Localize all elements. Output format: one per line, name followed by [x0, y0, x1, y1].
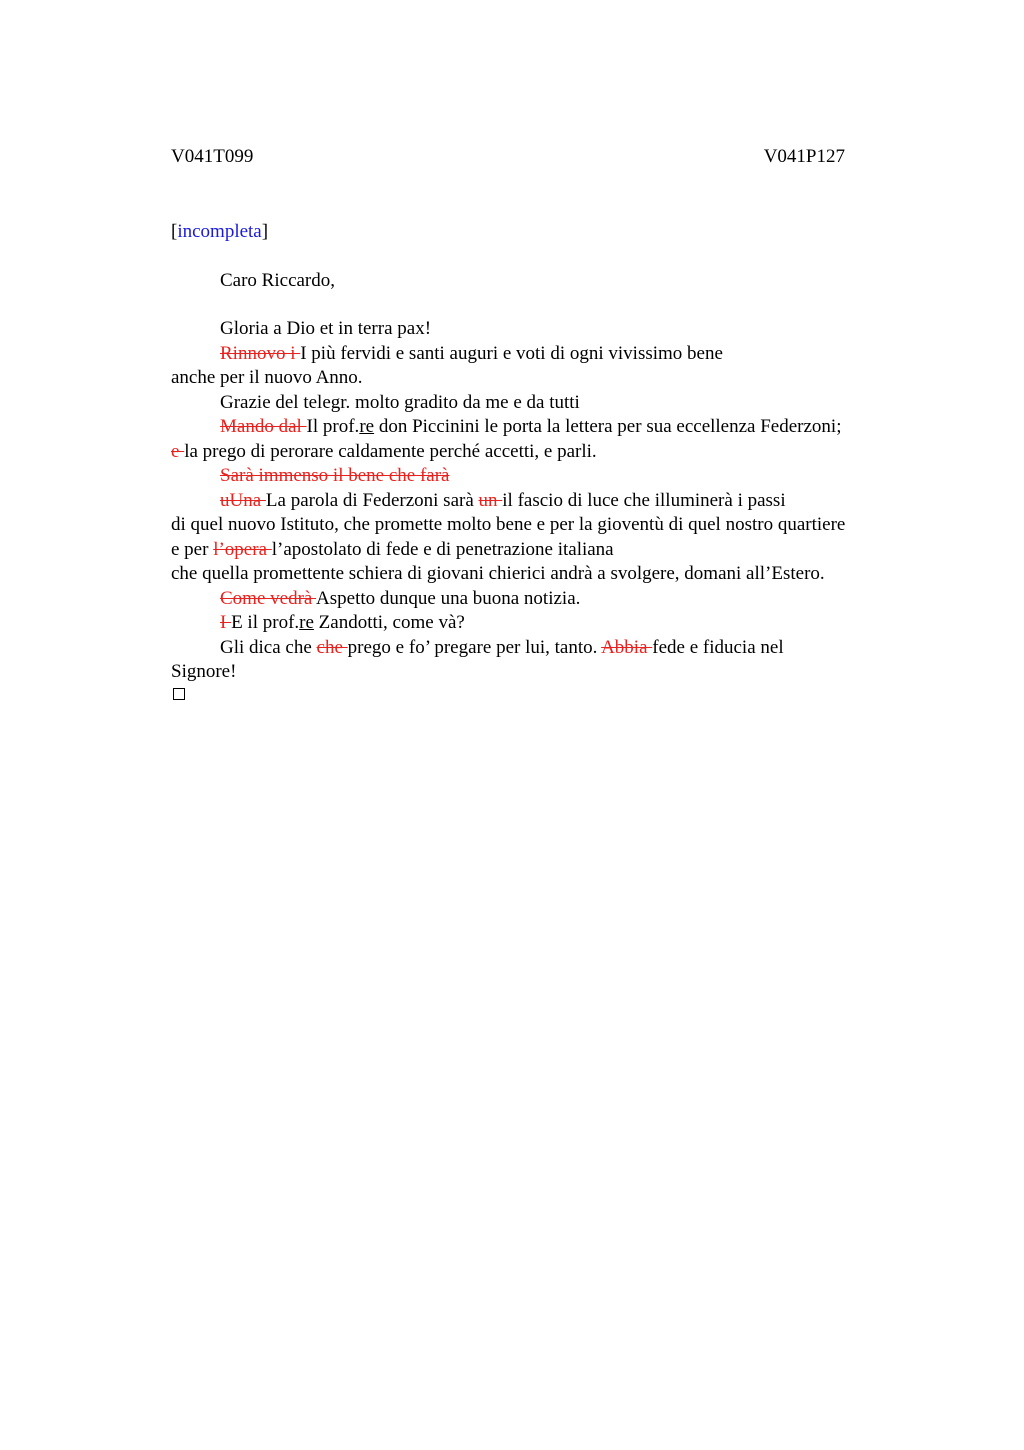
letter-line-6: [171, 440, 597, 464]
letter-line-9: di quel nuovo Istituto, che promette molto bene e per la gioventù di quel nostro quartiere: [171, 514, 846, 535]
deleted-text: l’opera: [213, 539, 272, 560]
document-code-left: V041T099: [171, 146, 254, 167]
line-text: Gli dica che: [220, 637, 317, 658]
line-text: Aspetto dunque una buona notizia.: [316, 588, 581, 609]
underlined-abbrev: re: [359, 416, 375, 437]
deleted-text: e: [171, 441, 185, 462]
letter-line-1: Gloria a Dio et in terra pax!: [220, 318, 432, 339]
letter-line-3: anche per il nuovo Anno.: [171, 367, 363, 388]
deleted-text: Abbia: [601, 637, 653, 658]
letter-line-10: [171, 538, 614, 562]
line-text: La parola di Federzoni sarà: [265, 490, 479, 511]
line-text: la prego di perorare caldamente perché accetti, e parli.: [184, 441, 597, 462]
document-code-right: V041P127: [763, 146, 845, 167]
status-tag: incompleta: [177, 221, 262, 242]
underlined-abbrev: re: [299, 612, 314, 633]
deleted-text: Sarà immenso il bene che farà: [220, 465, 450, 486]
deleted-text: Mando dal: [220, 416, 307, 437]
letter-line-15: Signore!: [171, 661, 237, 682]
deleted-text: un: [478, 490, 503, 511]
line-text: Il prof.: [306, 416, 360, 437]
status-bracket-open: [: [171, 221, 178, 242]
line-text: l’apostolato di fede e di penetrazione italiana: [271, 539, 614, 560]
line-text: I più fervidi e santi auguri e voti di ogni vivissimo bene: [300, 343, 723, 364]
line-text: don Piccinini le porta la lettera per sua eccellenza Federzoni;: [374, 416, 842, 437]
line-text: E il prof.: [231, 612, 300, 633]
deleted-text: I: [220, 612, 232, 633]
line-text: e per: [171, 539, 214, 560]
letter-line-11: che quella promettente schiera di giovani chierici andrà a svolgere, domani all’Estero.: [171, 563, 825, 584]
line-text: Zandotti, come và?: [313, 612, 465, 633]
deleted-text: Come vedrà: [220, 588, 317, 609]
document-header: [171, 146, 845, 170]
line-text: il fascio di luce che illuminerà i passi: [502, 490, 786, 511]
salutation: Caro Riccardo,: [220, 270, 336, 291]
line-text: prego e fo’ pregare per lui, tanto.: [347, 637, 602, 658]
deleted-text: uUna: [220, 490, 266, 511]
letter-line-12: [220, 587, 580, 611]
status-bracket-close: ]: [261, 221, 269, 242]
end-of-letter-box-icon: [173, 688, 185, 700]
deleted-text: che: [316, 637, 348, 658]
status-note: [171, 221, 268, 243]
deleted-text: Rinnovo i: [220, 343, 301, 364]
letter-line-8: [220, 489, 786, 513]
letter-line-4: Grazie del telegr. molto gradito da me e da tutti: [220, 392, 580, 413]
letter-line-13: [220, 611, 465, 635]
letter-line-7: [220, 464, 449, 488]
letter-line-14: [220, 636, 784, 660]
letter-line-5: [220, 415, 841, 439]
letter-line-2: [220, 342, 723, 366]
line-text: fede e fiducia nel: [652, 637, 784, 658]
